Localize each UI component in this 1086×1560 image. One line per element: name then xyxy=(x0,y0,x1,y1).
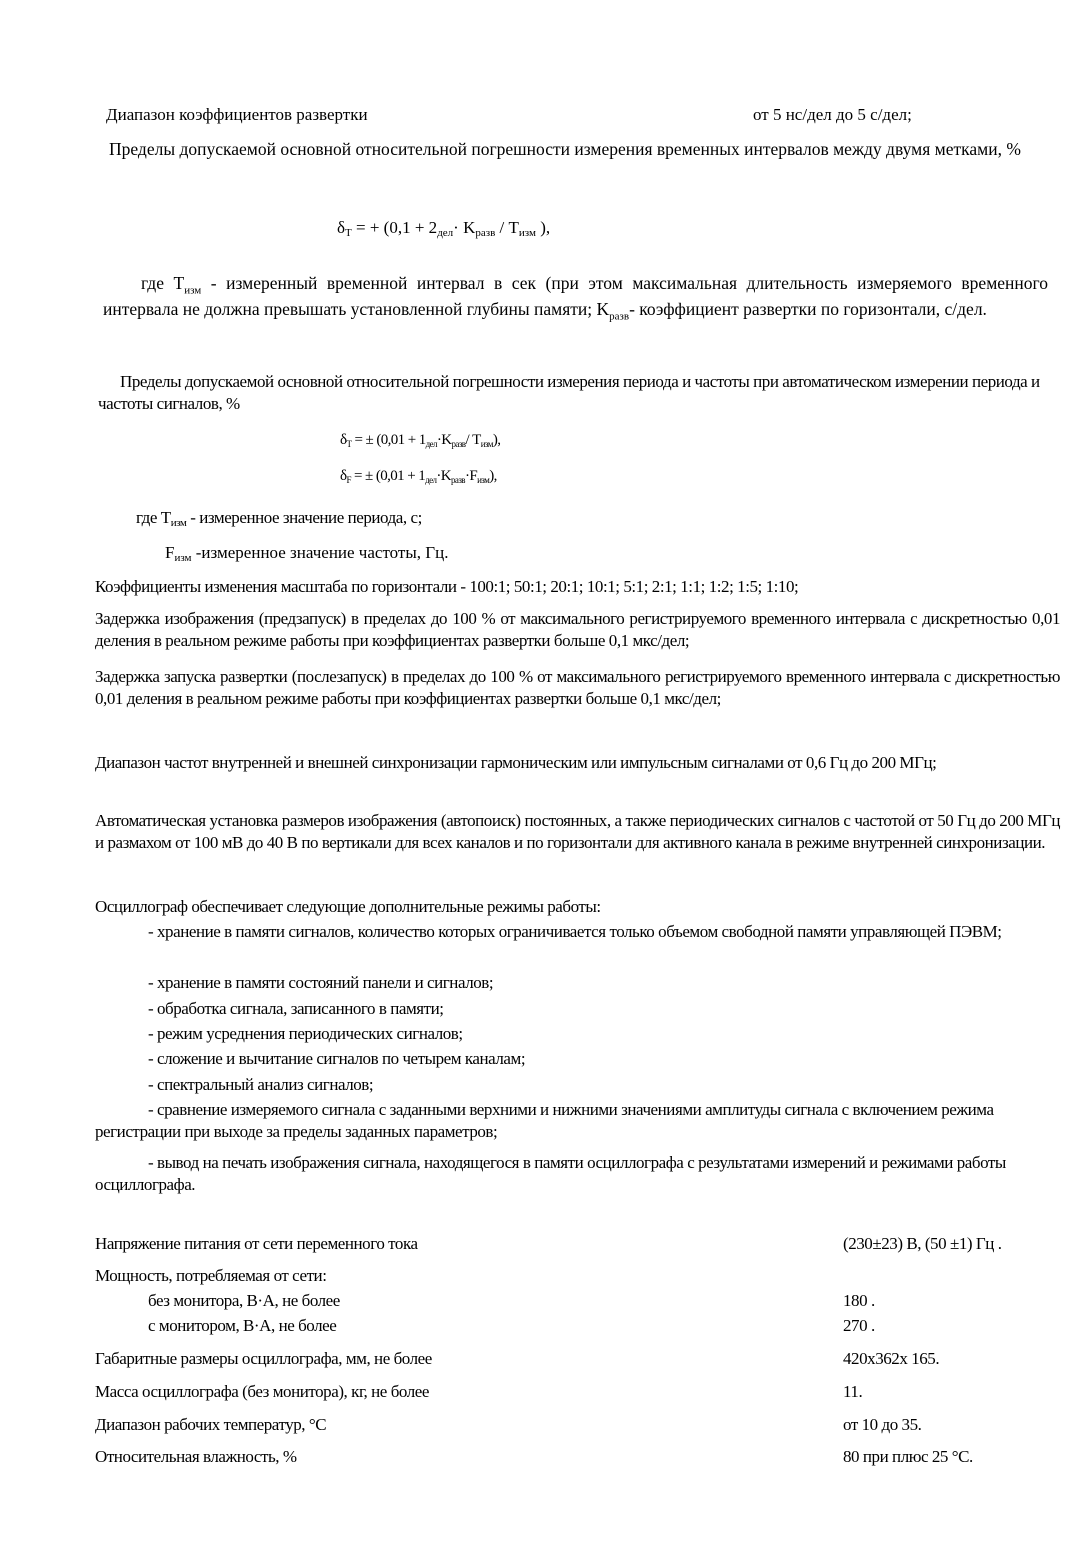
spec-row-without-monitor xyxy=(95,1290,1055,1312)
spec-row-with-monitor xyxy=(95,1315,1055,1337)
spec-row-humidity xyxy=(95,1446,1055,1468)
mode-item: - сравнение измеряемого сигнала с заданными верхними и нижними значениями амплитуды сигнала с включением режима регистрации при выходе за пределы заданных параметров; xyxy=(95,1100,994,1142)
spec-row-mass xyxy=(95,1381,1055,1403)
spec-label: Масса осциллографа (без монитора), кг, не более xyxy=(95,1382,429,1401)
spec-row-power-consumption xyxy=(95,1265,1055,1287)
spec-value: 80 при плюс 25 °С. xyxy=(843,1447,973,1466)
mode-item: - обработка сигнала, записанного в памяти; xyxy=(148,999,444,1018)
spec-row-power-supply xyxy=(95,1233,1055,1255)
scan-range-label: Диапазон коэффициентов развертки xyxy=(106,105,368,124)
spec-value: 11. xyxy=(843,1382,863,1401)
spec-label: Относительная влажность, % xyxy=(95,1447,297,1466)
autoset-paragraph: Автоматическая установка размеров изображения (автопоиск) постоянных, а также периодических сигналов с частотой от 50 Гц до 200 МГц и размахом от 100 мВ до 40 В по вертикали для всех каналов и по горизонтали для активного канала в режиме внутренней синхронизации. xyxy=(95,811,1060,853)
spec-label: Габаритные размеры осциллографа, мм, не более xyxy=(95,1349,432,1368)
mode-item: - спектральный анализ сигналов; xyxy=(148,1075,374,1094)
spec-label: Мощность, потребляемая от сети: xyxy=(95,1266,327,1285)
posttrigger-paragraph: Задержка запуска развертки (послезапуск) в пределах до 100 % от максимального регистрируемого временного интервала с дискретностью 0,01 деления в реальном режиме работы при коэффициентах развертки больше 0,1 мкс/дел; xyxy=(95,667,1060,709)
mode-item: - режим усреднения периодических сигналов; xyxy=(148,1024,463,1043)
spec-label: Напряжение питания от сети переменного тока xyxy=(95,1234,418,1253)
time-error-formula: $\delta_T$ = + ($0,1 + 2_{дел}\cdot K_{разв} / T_{изм}$ ), xyxy=(337,218,551,239)
sync-paragraph: Диапазон частот внутренней и внешней синхронизации гармоническим или импульсным сигналами от 0,6 Гц до 200 МГц; xyxy=(95,753,937,772)
spec-label: с монитором, В·А, не более xyxy=(148,1316,337,1335)
scan-range-value: от 5 нс/дел до 5 с/дел; xyxy=(753,105,912,124)
modes-intro: Осциллограф обеспечивает следующие дополнительные режимы работы: xyxy=(95,897,601,916)
spec-row-temperature xyxy=(95,1414,1055,1436)
pretrigger-paragraph: Задержка изображения (предзапуск) в пределах до 100 % от максимального регистрируемого временного интервала с дискретностью 0,01 деления в реальном режиме работы при коэффициентах развертки больше 0,1 мкс/дел; xyxy=(95,609,1060,651)
time-error-where: где $T_{изм}$ - измеренный временной интервал в сек (при этом максимальная длительность измеряемого временного интервала не должна превышать установленной глубины памяти; $K_{разв}-$ коэффициент развертки по горизонтали, с/дел. xyxy=(103,273,1049,323)
mode-item: - хранение в памяти состояний панели и сигналов; xyxy=(148,973,494,992)
frequency-formula: $\delta_F$ = ± $(0,01 + 1_{дел}\cdot K_{разв}\cdot F_{изм})$, xyxy=(340,468,497,485)
frequency-where: $F_{изм}$ -измеренное значение частоты, Гц. xyxy=(165,543,449,564)
spec-row-dimensions xyxy=(95,1348,1055,1370)
spec-value: 270 . xyxy=(843,1316,875,1335)
scale-paragraph: Коэффициенты изменения масштаба по горизонтали - 100:1; 50:1; 20:1; 10:1; 5:1; 2:1; 1:1; 1:2; 1:5; 1:10; xyxy=(95,577,799,596)
spec-value: 420х362х 165. xyxy=(843,1349,940,1368)
mode-item: - хранение в памяти сигналов, количество которых ограничивается только объемом свободной памяти управляющей ПЭВМ; xyxy=(148,922,1002,941)
spec-label: без монитора, В·А, не более xyxy=(148,1291,340,1310)
spec-label: Диапазон рабочих температур, °С xyxy=(95,1415,327,1434)
scan-range-row xyxy=(106,104,1066,126)
spec-value: от 10 до 35. xyxy=(843,1415,922,1434)
period-where: где $T_{изм}$ - измеренное значение периода, с; xyxy=(136,508,422,529)
mode-item: - вывод на печать изображения сигнала, находящегося в памяти осциллографа с результатами измерений и режимами работы осциллографа. xyxy=(95,1153,1006,1195)
mode-item: - сложение и вычитание сигналов по четырем каналам; xyxy=(148,1049,526,1068)
time-error-intro: Пределы допускаемой основной относительной погрешности измерения временных интервалов между двумя метками, % xyxy=(109,139,1021,159)
period-formula: $\delta_T$ = ± ($0,01 + 1_{дел}\cdot K_{разв}/$ $T_{изм}$), xyxy=(340,432,501,449)
spec-value: (230±23) В, (50 ±1) Гц . xyxy=(843,1234,1002,1253)
period-error-intro: Пределы допускаемой основной относительной погрешности измерения периода и частоты при автоматическом измерении периода и частоты сигналов, % xyxy=(98,372,1040,414)
spec-value: 180 . xyxy=(843,1291,875,1310)
